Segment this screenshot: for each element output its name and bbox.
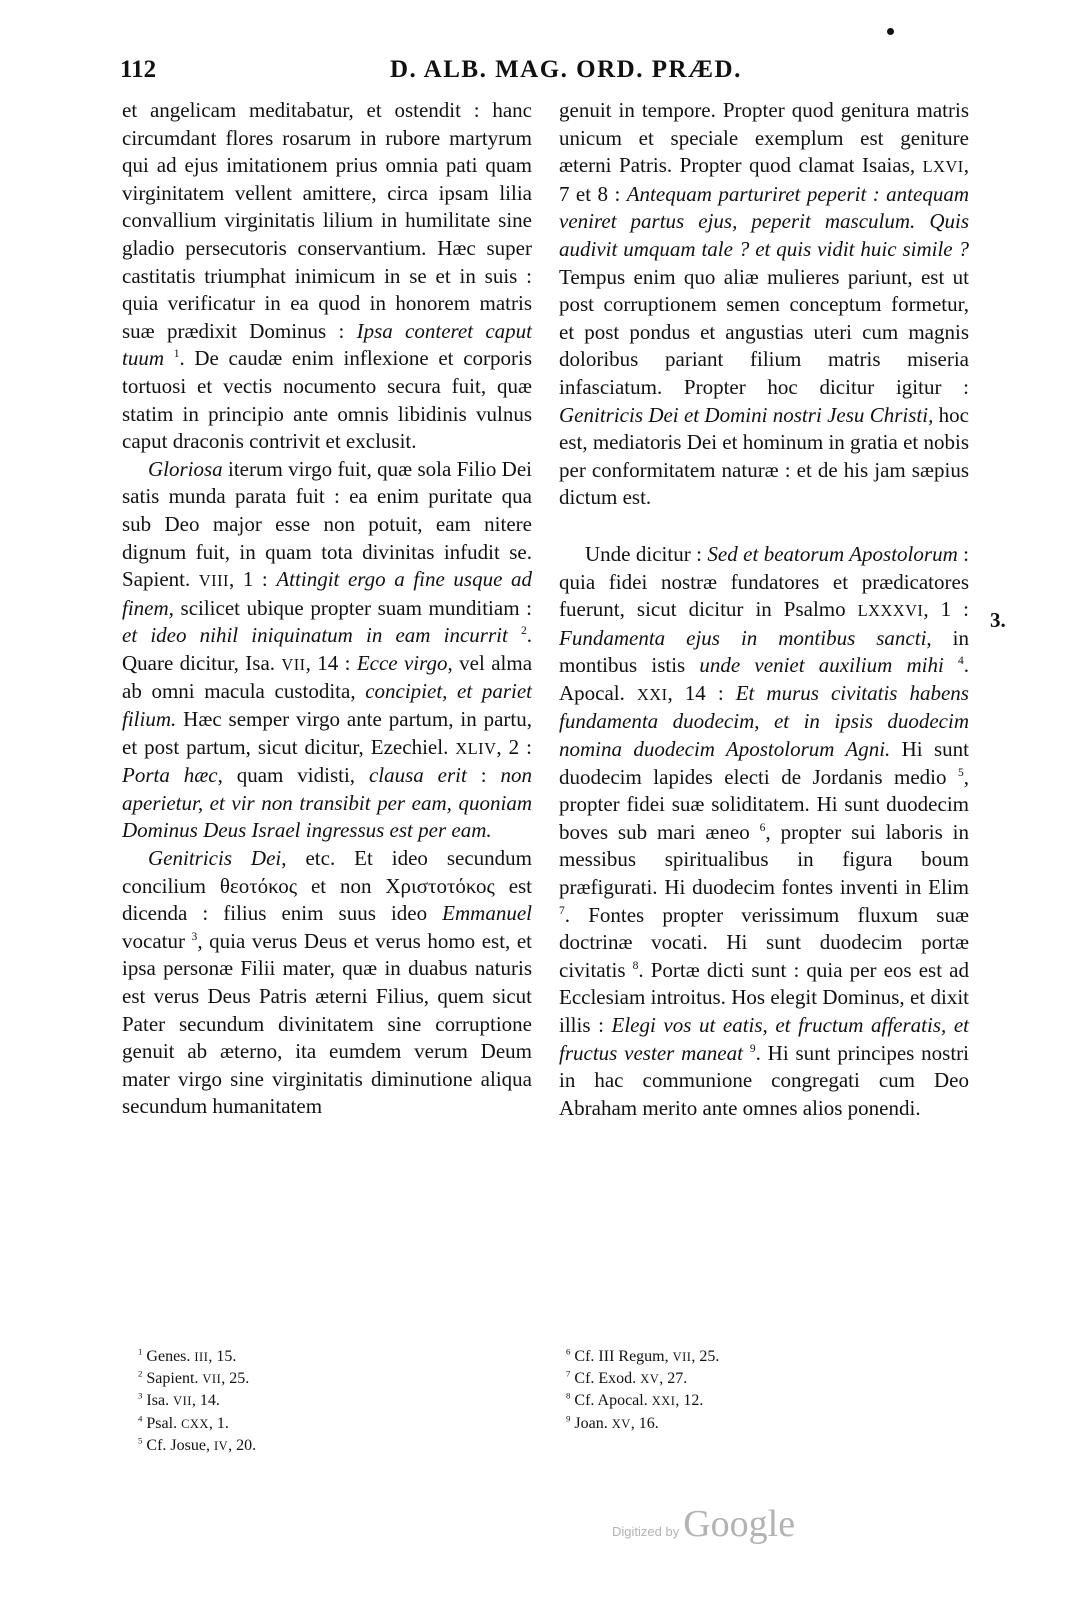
footnote: $^8$ Cf. Apocal. XXI, 12. [566, 1391, 704, 1410]
left-paragraph-1: et angelicam meditabatur, et ostendit : hanc circumdant flores rosarum in rubore martyrum qui ad ejus imitationem prius omnia pati quam virginitatem vellent amittere, circa ipsam lilia convallium virginitatis lilium in humilitate sine gladio persecutoris conservantium. Hæc super castitatis triumphat inimicum in se et in suis : quia verificatur in ea quod in honorem matris suæ prædixit Dominus : Ipsa conteret caput tuum $^1$. De caudæ enim inflexione et corporis tortuosi et vectis nocumento secura fuit, quæ statim in principio ante omnis libidinis vulnus caput draconis contrivit et exclusit. [122, 98, 533, 454]
footnote: $^5$ Cf. Josue, IV, 20. [138, 1435, 257, 1454]
footnote-ref: 6 [759, 821, 766, 834]
footnote: $^1$ Genes. III, 15. [138, 1346, 237, 1365]
footnote-ref: 3 [191, 930, 198, 943]
footnote: $^9$ Joan. XV, 16. [566, 1413, 659, 1432]
left-paragraph-3: Genitricis Dei, etc. Et ideo secundum concilium θεοτόκος et non Χριστοτόκος est dicenda : filius enim suus ideo Emmanuel vocatur $^3$, quia verus Deus et verus homo est, et ipsa personæ Filii mater, quæ in duabus naturis est verus Deus Patris æterni Filius, quem sicut Pater secundum divinitatem sine corruptione genuit ab æterno, ita eumdem verum Deum mater virgo sine virginitatis diminutione aliqua secundum humanitatem [122, 846, 533, 1119]
footnotes-left [138, 1346, 256, 1457]
footnote-ref: 9 [749, 1042, 756, 1055]
footnote: $^4$ Psal. CXX, 1. [138, 1413, 229, 1432]
greek-word: Χριστοτόκος [385, 873, 495, 898]
google-watermark [612, 1502, 795, 1546]
page-number: 112 [120, 56, 157, 83]
google-logo: Google [683, 1503, 796, 1545]
watermark-prefix: Digitized by [612, 1524, 680, 1539]
footnote: $^6$ Cf. III Regum, VII, 25. [566, 1346, 720, 1365]
footnotes-right [566, 1346, 719, 1435]
footnote-ref: 2 [520, 625, 527, 638]
greek-word: θεοτόκος [219, 873, 298, 898]
right-column [559, 97, 969, 1122]
footnote: $^2$ Sapient. VII, 25. [138, 1368, 250, 1388]
margin-section-number: 3. [990, 608, 1006, 632]
right-paragraph-2: Unde dicitur : Sed et beatorum Apostolorum : quia fidei nostræ fundatores et prædicatores fuerunt, sicut dicitur in Psalmo LXXXVI, 1 : Fundamenta ejus in montibus sancti, in montibus istis unde veniet auxilium mihi $^4$. Apocal. XXI, 14 : Et murus civitatis habens fundamenta duodecim, et in ipsis duodecim nomina duodecim Apostolorum Agni. Hi sunt duodecim lapides electi de Jordanis medio $^5$, propter fidei suæ soliditatem. Hi sunt duodecim boves sub mari æneo $^6$, propter sui laboris in messibus spiritualibus in figura boum præfigurati. Hi duodecim fontes inventi in Elim $^7$. Fontes propter verissimum fluxum suæ doctrinæ vocati. Hi sunt duodecim portæ civitatis $^8$. Portæ dicti sunt : quia per eos est ad Ecclesiam introitus. Hos elegit Dominus, et dixit illis : Elegi vos ut eatis, et fructum afferatis, et fructus vester maneat $^9$. Hi sunt principes nostri in hac communione congregati cum Deo Abraham merito ante omnes alios ponendi. [559, 541, 970, 1120]
citation-quote: Ipsa conteret caput tuum [122, 318, 532, 371]
left-column [122, 97, 532, 1121]
ink-dot [887, 28, 894, 35]
footnote: $^3$ Isa. VII, 14. [138, 1391, 220, 1410]
footnote-ref: 8 [632, 959, 639, 972]
footnote-ref: 4 [957, 655, 964, 668]
right-paragraph-1: genuit in tempore. Propter quod genitura matris unicum et speciale exemplum est geniture æterni Patris. Propter quod clamat Isaias, LXVI, 7 et 8 : Antequam parturiret peperit : antequam veniret partus ejus, peperit masculum. Quis audivit umquam tale ? et quis vidit huic simile ? Tempus enim quo aliæ mulieres pariunt, est ut post corruptionem semen conceptum formetur, et post pondus et angustias uteri cum magnis doloribus pariant filium matris miseria infasciatum. Propter hoc dicitur igitur : Genitricis Dei et Domini nostri Jesu Christi, hoc est, mediatoris Dei et hominum in gratia et nobis per conformitatem naturæ : et de his jam sæpius dictum est. [559, 98, 970, 510]
footnote: $^7$ Cf. Exod. XV, 27. [566, 1368, 688, 1388]
footnote-ref: 5 [957, 766, 964, 779]
left-paragraph-2: Gloriosa iterum virgo fuit, quæ sola Filio Dei satis munda parata fuit : ea enim puritate qua sub Deo major esse non potuit, eam nitere dignum fuit, in quam tota divinitas infudit se. Sapient. VIII, 1 : Attingit ergo a fine usque ad finem, scilicet ubique propter suam munditiam : et ideo nihil iniquinatum in eam incurrit $^2$. Quare dicitur, Isa. VII, 14 : Ecce virgo, vel alma ab omni macula custodita, concipiet, et pariet filium. Hæc semper virgo ante partum, in partu, et post partum, sicut dicitur, Ezechiel. XLIV, 2 : Porta hæc, quam vidisti, clausa erit : non aperietur, et vir non transibit per eam, quoniam Dominus Deus Israel ingressus est per eam. [122, 456, 533, 843]
footnote-ref: 7 [559, 904, 565, 917]
running-head: D. ALB. MAG. ORD. PRÆD. [390, 56, 742, 83]
footnote-ref: 1 [173, 348, 180, 361]
